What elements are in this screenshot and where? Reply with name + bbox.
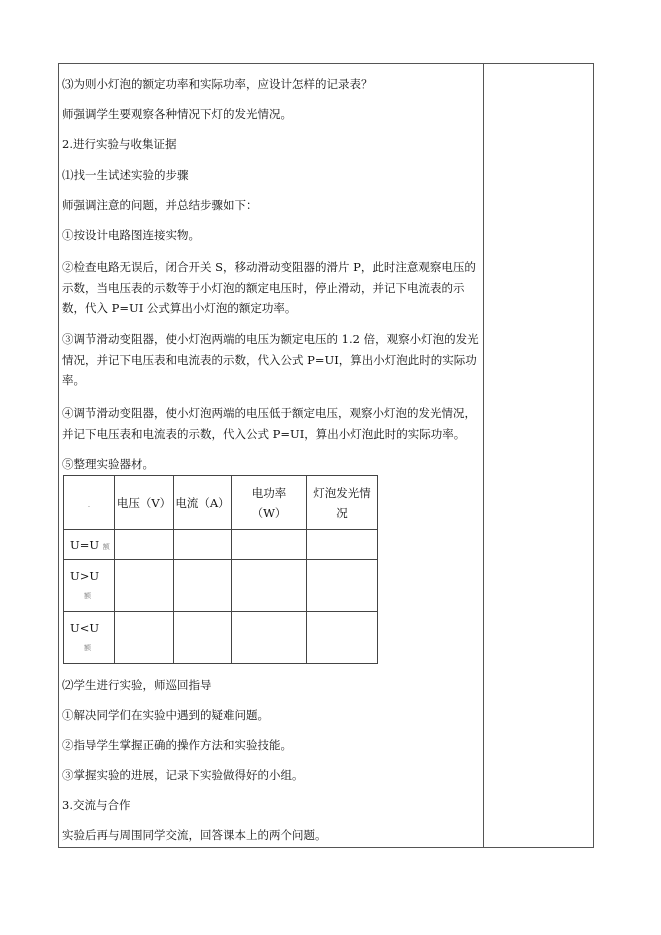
step-1-title: ⑴找一生试述实验的步骤 <box>62 168 189 182</box>
step-b: ②检查电路无误后，闭合开关 S，移动滑动变阻器的滑片 P，此时注意观察电压的示数，当电压表的示数等于小灯泡的额定电压时，停止滑动，并记下电流表的示数，代入 P=UI 公式算出小灯泡的额定功率。 <box>62 260 476 315</box>
step-e: ⑤整理实验器材。 <box>62 457 154 471</box>
table-cell <box>115 560 174 612</box>
step-c: ③调节滑动变阻器，使小灯泡两端的电压为额定电压的 1.2 倍，观察小灯泡的发光情况，并记下电压表和电流表的示数，代入公式 P=UI，算出小灯泡此时的实际功率。 <box>62 332 479 387</box>
row-label-less: U<U 额 <box>64 612 115 664</box>
row-label-equal: U=U 额 <box>64 530 115 560</box>
table-header-row <box>64 476 378 530</box>
header-voltage: 电压（V） <box>115 476 174 530</box>
section-3-heading: 3.交流与合作 <box>62 798 131 812</box>
row-label-greater: U>U 额 <box>64 560 115 612</box>
table-cell <box>232 560 307 612</box>
header-brightness: 灯泡发光情况 <box>307 476 378 530</box>
section-2-heading: 2.进行实验与收集证据 <box>62 137 177 151</box>
table-cell <box>115 530 174 560</box>
header-current: 电流（A） <box>174 476 232 530</box>
table-cell <box>232 530 307 560</box>
table-cell <box>115 612 174 664</box>
step-a: ①按设计电路图连接实物。 <box>62 228 200 242</box>
table-cell <box>232 612 307 664</box>
record-table <box>63 475 378 664</box>
step-d: ④调节滑动变阻器，使小灯泡两端的电压低于额定电压，观察小灯泡的发光情况，并记下电压表和电流表的示数，代入公式 P=UI，算出小灯泡此时的实际功率。 <box>62 406 476 441</box>
header-power: 电功率（W） <box>232 476 307 530</box>
guide-b: ②指导学生掌握正确的操作方法和实验技能。 <box>62 738 292 752</box>
table-row <box>64 612 378 664</box>
teacher-observe-note: 师强调学生要观察各种情况下灯的发光情况。 <box>62 107 292 121</box>
teacher-summary: 师强调注意的问题，并总结步骤如下： <box>62 198 258 212</box>
table-cell <box>174 612 232 664</box>
column-divider <box>483 63 484 848</box>
table-cell <box>307 560 378 612</box>
table-cell <box>307 530 378 560</box>
table-cell <box>307 612 378 664</box>
table-cell <box>174 530 232 560</box>
guide-a: ①解决同学们在实验中遇到的疑难问题。 <box>62 708 269 722</box>
table-corner-cell: . <box>64 476 115 530</box>
table-row <box>64 530 378 560</box>
table-cell <box>174 560 232 612</box>
table-row <box>64 560 378 612</box>
exchange-note: 实验后再与周围同学交流，回答课本上的两个问题。 <box>62 828 327 842</box>
guide-c: ③掌握实验的进展，记录下实验做得好的小组。 <box>62 768 304 782</box>
step-2-title: ⑵学生进行实验，师巡回指导 <box>62 678 212 692</box>
question-3: ⑶为则小灯泡的额定功率和实际功率，应设计怎样的记录表？ <box>62 77 373 91</box>
